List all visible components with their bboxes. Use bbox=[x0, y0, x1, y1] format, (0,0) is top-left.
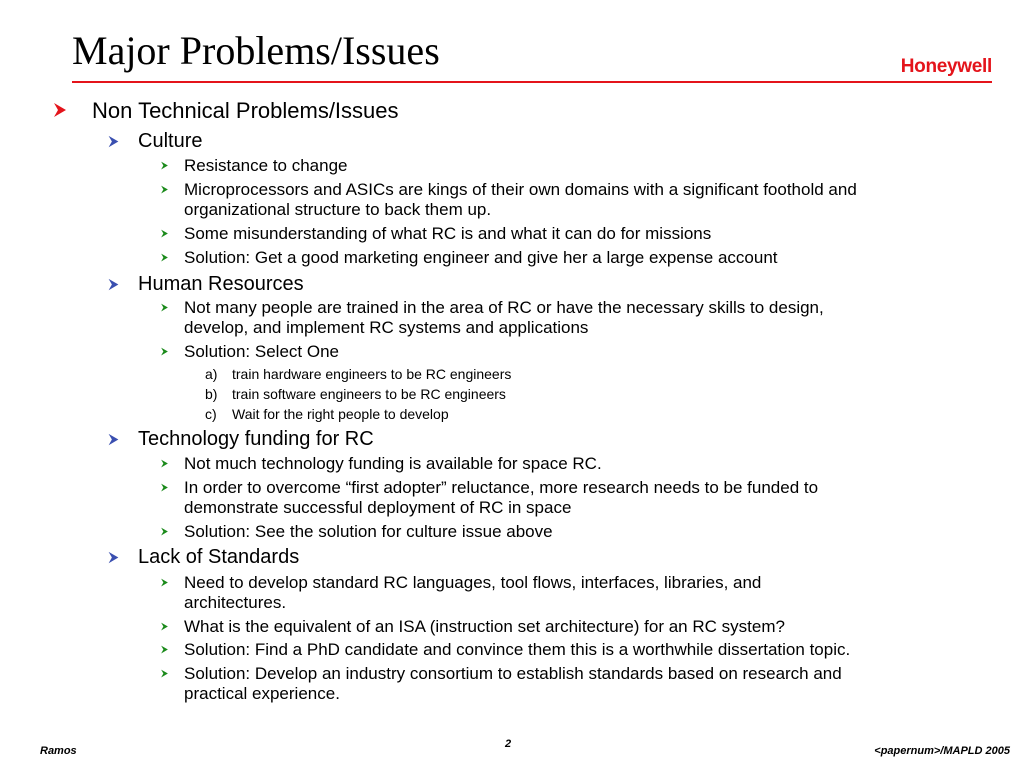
list-item: Solution: Get a good marketing engineer and give her a large expense account bbox=[184, 248, 778, 267]
heading-text: Non Technical Problems/Issues bbox=[92, 98, 399, 123]
option-marker: b) bbox=[205, 386, 218, 402]
list-item: Solution: Find a PhD candidate and convince them this is a worthwhile dissertation topic. bbox=[184, 640, 851, 659]
list-item: Some misunderstanding of what RC is and what it can do for missions bbox=[184, 224, 712, 243]
footer-author: Ramos bbox=[40, 745, 77, 757]
list-item: Not much technology funding is available for space RC. bbox=[184, 454, 602, 473]
option-marker: a) bbox=[205, 366, 218, 382]
list-item: Solution: Select One bbox=[184, 342, 339, 361]
arrow-bullet-icon bbox=[160, 578, 169, 587]
option-marker: c) bbox=[205, 406, 217, 422]
section-label: Lack of Standards bbox=[138, 546, 300, 568]
arrow-bullet-icon bbox=[160, 185, 169, 194]
option-text: train software engineers to be RC engineers bbox=[232, 386, 506, 402]
list-item: Microprocessors and ASICs are kings of their own domains with a significant foothold and bbox=[184, 180, 857, 199]
footer-reference: <papernum>/MAPLD 2005 bbox=[874, 745, 1010, 757]
list-item: Resistance to change bbox=[184, 156, 348, 175]
list-item-continuation: practical experience. bbox=[184, 684, 340, 703]
arrow-bullet-icon bbox=[107, 551, 120, 564]
arrow-bullet-icon bbox=[160, 483, 169, 492]
list-item-continuation: develop, and implement RC systems and applications bbox=[184, 318, 589, 337]
arrow-bullet-icon bbox=[160, 229, 169, 238]
list-item: Solution: Develop an industry consortium to establish standards based on research and bbox=[184, 664, 842, 683]
option-text: Wait for the right people to develop bbox=[232, 406, 449, 422]
arrow-bullet-icon bbox=[160, 622, 169, 631]
option-text: train hardware engineers to be RC engineers bbox=[232, 366, 512, 382]
section-label: Human Resources bbox=[138, 273, 304, 295]
list-item: What is the equivalent of an ISA (instruction set architecture) for an RC system? bbox=[184, 617, 785, 636]
list-item: In order to overcome “first adopter” reluctance, more research needs to be funded to bbox=[184, 478, 819, 497]
arrow-bullet-icon bbox=[160, 527, 169, 536]
title-divider bbox=[72, 81, 992, 83]
arrow-bullet-icon bbox=[107, 433, 120, 446]
arrow-bullet-icon bbox=[107, 278, 120, 291]
arrow-bullet-icon bbox=[160, 459, 169, 468]
list-item-continuation: architectures. bbox=[184, 593, 287, 612]
list-item: Solution: See the solution for culture issue above bbox=[184, 522, 553, 541]
arrow-bullet-icon bbox=[160, 645, 169, 654]
arrow-bullet-icon bbox=[160, 347, 169, 356]
arrow-bullet-icon bbox=[160, 161, 169, 170]
arrow-bullet-icon bbox=[160, 669, 169, 678]
arrow-bullet-icon bbox=[107, 135, 120, 148]
list-item-continuation: organizational structure to back them up. bbox=[184, 200, 492, 219]
honeywell-logo: Honeywell bbox=[900, 56, 992, 77]
page-number: 2 bbox=[505, 738, 512, 750]
arrow-bullet-icon bbox=[160, 303, 169, 312]
arrow-bullet-icon bbox=[52, 102, 68, 118]
section-label: Culture bbox=[138, 130, 203, 152]
section-label: Technology funding for RC bbox=[138, 428, 374, 450]
list-item: Need to develop standard RC languages, tool flows, interfaces, libraries, and bbox=[184, 573, 762, 592]
arrow-bullet-icon bbox=[160, 253, 169, 262]
list-item: Not many people are trained in the area of RC or have the necessary skills to design, bbox=[184, 298, 824, 317]
slide-title: Major Problems/Issues bbox=[72, 28, 440, 73]
list-item-continuation: demonstrate successful deployment of RC in space bbox=[184, 498, 572, 517]
